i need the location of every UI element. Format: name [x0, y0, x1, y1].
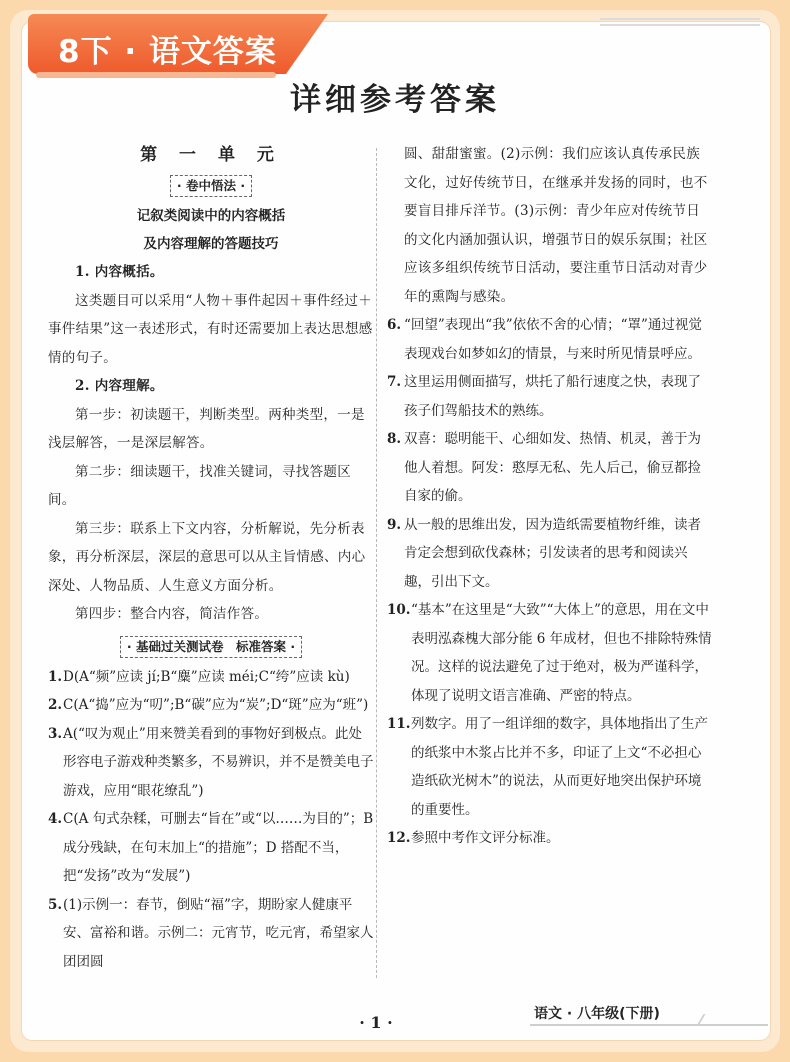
- method-paragraph: 这类题目可以采用“人物＋事件起因＋事件经过＋事件结果”这一表述形式，有时还需要加上表达思想感情的句子。: [48, 292, 373, 366]
- method-step-1: 第一步：初读题干，判断类型。两种类型，一是浅层解答，一是深层解答。: [48, 406, 365, 451]
- answer-item: [387, 710, 713, 824]
- answer-item: [387, 425, 713, 511]
- method-point-1: 1. 内容概括。: [75, 264, 164, 280]
- answer-text: C(A 句式杂糅，可删去“旨在”或“以……为目的”；B 成分残缺，在句末加上“的措施”；D 搭配不当，把“发扬”改为“发展”): [63, 811, 374, 884]
- answer-number: 12.: [387, 830, 411, 846]
- left-column: [48, 140, 374, 976]
- method-step-2: 第二步：细读题干，找准关键词，寻找答题区间。: [48, 463, 351, 508]
- answer-item: [387, 368, 713, 425]
- answer-number: 8.: [387, 431, 402, 447]
- answer-number: 11.: [387, 716, 411, 732]
- answer-item: [387, 311, 713, 368]
- decorative-lines: [600, 18, 760, 32]
- method-point-2: 2. 内容理解。: [75, 378, 164, 394]
- footer-rule: [530, 1024, 768, 1026]
- answer-text: D(A“频”应读 jí;B“麋”应读 méi;C“绔”应读 kù): [63, 668, 350, 685]
- footer-book-label: 语文 · 八年级(下册): [534, 1006, 660, 1022]
- answer-text: (1)示例一：春节，倒贴“福”字，期盼家人健康平安、富裕和谐。示例二：元宵节，吃元宵，希望家人团团圆: [63, 896, 374, 970]
- method-heading-2: 及内容理解的答题技巧: [143, 236, 279, 252]
- answer-item: [387, 511, 713, 597]
- answer-number: 1.: [48, 668, 63, 685]
- answer-number: 10.: [387, 602, 411, 618]
- answer-text: “基本”在这里是“大致”“大体上”的意思，用在文中表明泓森槐大部分能 6 年成材，但也不排除特殊情况。这样的说法避免了过于绝对，极为严谨科学，体现了说明文语言准确、严密的特点。: [411, 602, 712, 704]
- answer-text: C(A“捣”应为“叨”;B“碳”应为“炭”;D“斑”应为“班”): [63, 697, 369, 713]
- method-step-4: 第四步：整合内容，简洁作答。: [75, 606, 269, 622]
- header-tab-label: 8下 · 语文答案: [58, 34, 277, 70]
- answer-item: [48, 891, 374, 977]
- answer-number: 7.: [387, 374, 402, 390]
- answer-text: “回望”表现出“我”依依不舍的心情；“罩”通过视觉表现戏台如梦如幻的情景，与来时所见情景呼应。: [404, 317, 702, 362]
- answer-number: 3.: [48, 725, 63, 742]
- unit-title: 第 一 单 元: [140, 145, 282, 165]
- page-title: 详细参考答案: [290, 82, 500, 118]
- answer-number: 4.: [48, 811, 63, 827]
- answer-text: A(“叹为观止”用来赞美看到的事物好到极点。此处形容电子游戏种类繁多，不易辨识，并不是赞美电子游戏，应用“眼花缭乱”): [63, 725, 374, 799]
- section-badge-method: · 卷中悟法 ·: [170, 175, 252, 197]
- answer-text: 双喜：聪明能干、心细如发、热情、机灵，善于为他人着想。阿发：憨厚无私、先人后己，偷豆都捡自家的偷。: [404, 431, 701, 504]
- answer-text: 这里运用侧面描写，烘托了船行速度之快，表现了孩子们驾船技术的熟练。: [404, 374, 701, 419]
- column-divider: [376, 148, 377, 978]
- method-heading-1: 记叙类阅读中的内容概括: [136, 208, 286, 224]
- answer-continuation: 圆、甜甜蜜蜜。(2)示例：我们应该认真传承民族文化，过好传统节日，在继承并发扬的同时，也不要盲目排斥洋节。(3)示例：青少年应对传统节日的文化内涵加强认识，增强节日的娱乐氛围；社区应该多组织传统节日活动，要注重节日活动对青少年的熏陶与感染。: [404, 146, 708, 305]
- answer-text: 参照中考作文评分标准。: [411, 830, 560, 846]
- answer-item: [48, 691, 374, 720]
- page-number: · 1 ·: [359, 1013, 393, 1032]
- answer-number: 5.: [48, 896, 63, 913]
- method-step-3: 第三步：联系上下文内容，分析解说，先分析表象，再分析深层，深层的意思可以从主旨情感、内心深处、人物品质、人生意义方面分析。: [48, 520, 366, 594]
- answer-item: [48, 805, 374, 891]
- answer-number: 2.: [48, 697, 63, 713]
- answer-item: [48, 720, 374, 806]
- section-badge-answers: · 基础过关测试卷 标准答案 ·: [120, 636, 302, 658]
- right-column: [387, 140, 713, 853]
- answer-item: [387, 596, 713, 710]
- answer-text: 列数字。用了一组详细的数字，具体地指出了生产的纸浆中木浆占比并不多，印证了上文“不必担心造纸砍光树木”的说法，从而更好地突出保护环境的重要性。: [411, 716, 708, 818]
- answer-number: 9.: [387, 516, 402, 533]
- answer-number: 6.: [387, 317, 402, 333]
- answer-text: 从一般的思维出发，因为造纸需要植物纤维，读者肯定会想到砍伐森林；引发读者的思考和阅读兴趣，引出下文。: [404, 516, 701, 590]
- answer-item: [387, 824, 713, 853]
- answer-item: [48, 663, 374, 692]
